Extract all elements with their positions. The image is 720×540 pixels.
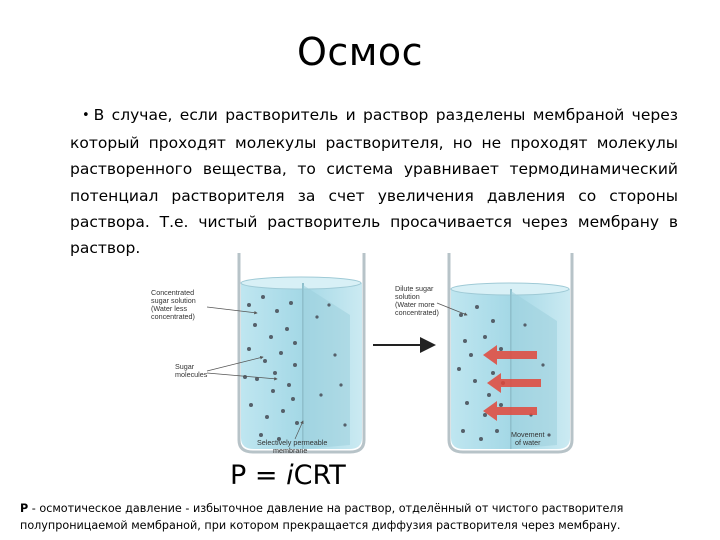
label-dilute-3: (Water more — [395, 300, 435, 309]
label-concentrated-3: (Water less — [151, 304, 188, 313]
label-dilute-4: concentrated) — [395, 308, 439, 317]
label-movement-1: Movement — [511, 430, 545, 439]
formula-prefix: P = — [230, 460, 287, 491]
label-concentrated-1: Concentrated — [151, 288, 195, 297]
osmotic-pressure-formula — [230, 460, 346, 491]
label-sugar-2: molecules — [175, 370, 208, 379]
label-movement-2: of water — [515, 438, 541, 447]
footnote-term: P — [20, 502, 29, 515]
osmosis-illustration — [145, 245, 580, 460]
slide-title: Осмос — [296, 30, 424, 74]
formula-vant-hoff-factor: i — [286, 460, 294, 491]
right-beaker — [449, 253, 572, 452]
left-beaker — [239, 253, 364, 452]
footnote — [20, 500, 710, 534]
label-membrane-1: Selectively permeable — [257, 438, 328, 447]
label-concentrated-2: sugar solution — [151, 296, 196, 305]
label-membrane-2: membrane — [273, 446, 308, 455]
bullet-symbol: • — [82, 108, 90, 123]
footnote-text: - осмотическое давление - избыточное давление на раствор, отделённый от чистого растворителя полупроницаемой мембраной, при котором прекращается диффузия растворителя через мембрану. — [20, 502, 624, 532]
label-sugar-1: Sugar — [175, 362, 195, 371]
label-dilute-1: Dilute sugar — [395, 284, 434, 293]
bullet-paragraph — [70, 102, 678, 261]
water-movement-arrows — [483, 345, 541, 421]
label-dilute-2: solution — [395, 292, 420, 301]
formula-suffix: CRT — [293, 460, 346, 491]
label-concentrated-4: concentrated) — [151, 312, 195, 321]
paragraph-text: В случае, если растворитель и раствор разделены мембраной через который проходят молекулы растворителя, но не проходят молекулы растворенного вещества, то система уравнивает термодинамический потенциал растворителя за счет увеличения давления со стороны раствора. Т.е. чистый растворитель просачивается через мембрану в раствор. — [70, 106, 678, 258]
